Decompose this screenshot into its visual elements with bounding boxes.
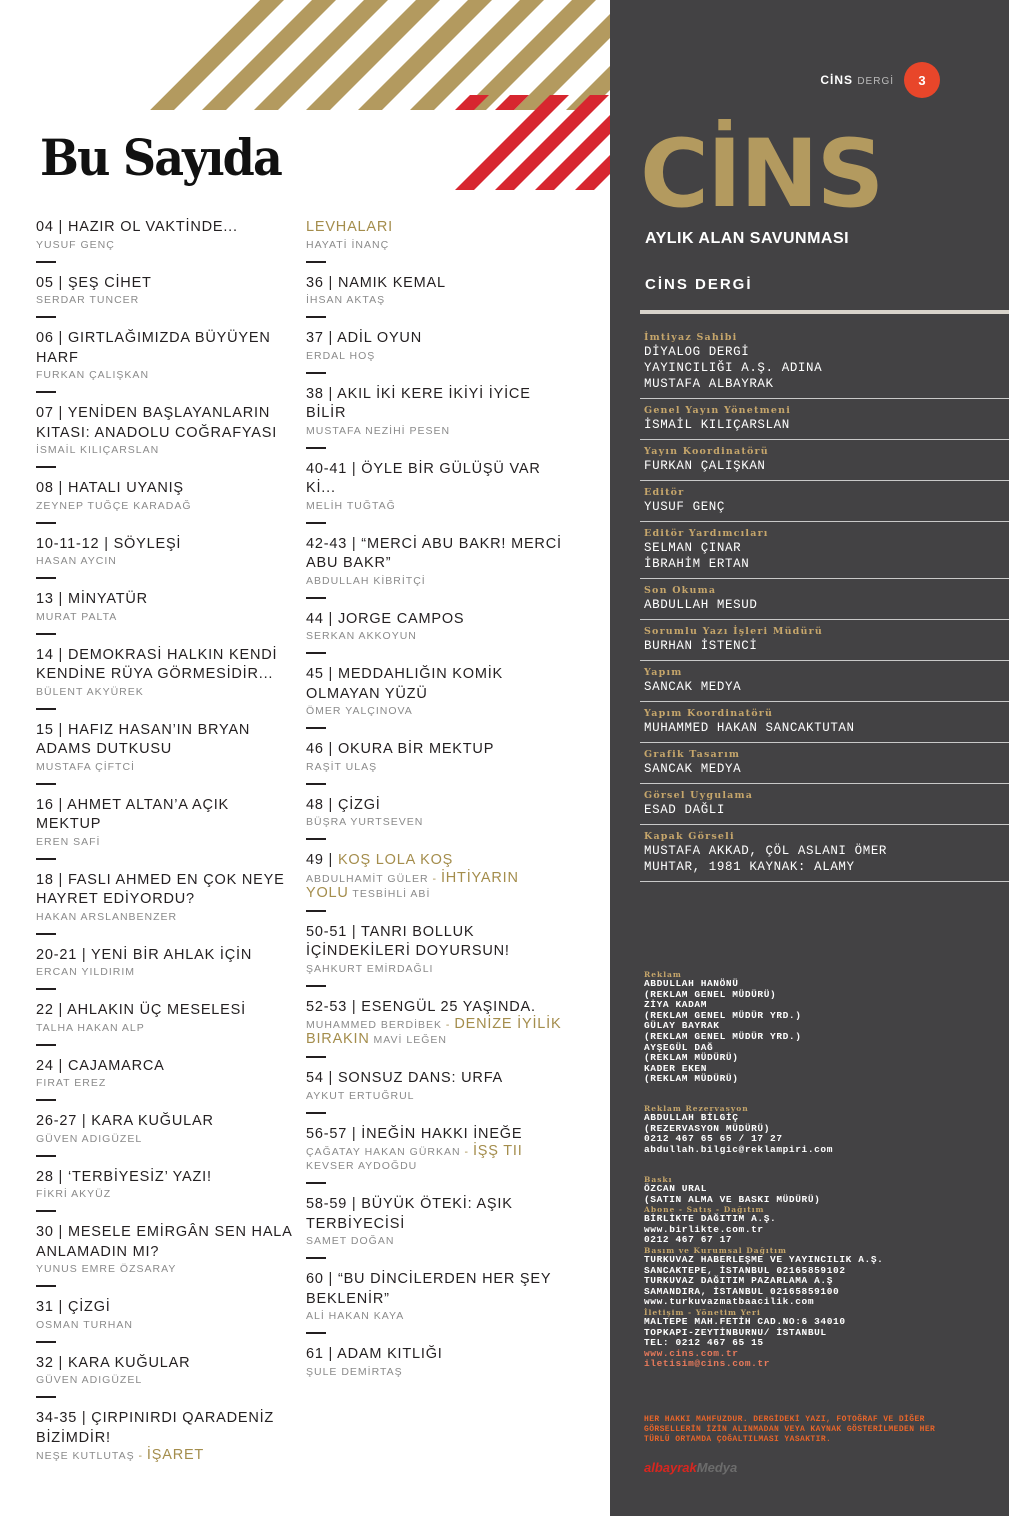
small-credit-line: (REKLAM MÜDÜRÜ) (644, 1073, 739, 1085)
small-credit-line: ABDULLAH BİLGİÇ (644, 1112, 739, 1123)
credit-role: Yapım Koordinatörü (644, 708, 774, 719)
toc-entry (36, 1057, 298, 1091)
toc-entry-author: ŞAHKURT EMİRDAĞLI (306, 962, 434, 975)
entry-divider (36, 1285, 56, 1287)
toc-entry-author: MUHAMMED BERDİBEK - DENİZE İYİLİK BIRAKIN MAVİ LEĞEN (306, 1016, 562, 1047)
credit-name: ESAD DAĞLI (644, 803, 726, 817)
toc-entry (36, 479, 298, 513)
toc-column-1 (36, 218, 298, 1466)
toc-entry-title: 42-43 | “MERCİ ABU BAKR! MERCİ ABU BAKR” (306, 535, 562, 571)
small-credit-line: 0212 467 65 65 / 17 27 (644, 1133, 783, 1145)
toc-entry-author: MELİH TUĞTAĞ (306, 499, 396, 512)
small-credit-line: TURKUVAZ HABERLEŞME VE YAYINCILIK A.Ş. (644, 1253, 884, 1265)
entry-divider (306, 910, 326, 912)
toc-entry (36, 796, 298, 849)
publisher-logo: albayrakMedya (644, 1460, 738, 1475)
small-credit-role: Reklam Rezervasyon (644, 1104, 749, 1113)
small-credit-line: (SATIN ALMA VE BASKI MÜDÜRÜ) (644, 1193, 821, 1205)
toc-entry-author: HAKAN ARSLANBENZER (36, 910, 178, 923)
toc-entry-author: BÜŞRA YURTSEVEN (306, 816, 424, 828)
credit-block (640, 579, 1009, 620)
credit-role: Yapım (644, 667, 683, 678)
toc-entry-author: EREN SAFİ (36, 835, 101, 848)
toc-entry (36, 1298, 298, 1332)
credit-name: DİYALOG DERGİ (644, 345, 750, 359)
small-credit-role: Basım ve Kurumsal Dağıtım (644, 1245, 787, 1255)
credit-block (640, 620, 1009, 661)
small-credit-line: (REKLAM GENEL MÜDÜRÜ) (644, 988, 777, 1000)
toc-entry-author: İSMAİL KILIÇARSLAN (36, 444, 160, 456)
toc-entry-author: HASAN AYCIN (36, 555, 117, 567)
toc-entry (36, 646, 298, 699)
toc-entry (36, 1354, 298, 1388)
credit-block (640, 326, 1009, 399)
credit-block (640, 399, 1009, 440)
entry-divider (306, 447, 326, 449)
entry-divider (36, 1155, 56, 1157)
credit-role: Editör (644, 487, 685, 498)
toc-entry-title: 04 | HAZIR OL VAKTİNDE... (36, 219, 238, 235)
entry-divider (306, 261, 326, 263)
entry-divider (36, 1341, 56, 1343)
toc-entry-author: YUSUF GENÇ (36, 238, 115, 251)
toc-entry-title: 44 | JORGE CAMPOS (306, 610, 465, 627)
toc-entry (36, 946, 298, 980)
toc-entry-title: 56-57 | İNEĞİN HAKKI İNEĞE (306, 1125, 523, 1142)
entry-divider (36, 988, 56, 990)
entry-divider (36, 858, 56, 860)
toc-entry (36, 329, 298, 382)
toc-entry-title: 48 | ÇİZGİ (306, 796, 381, 813)
entry-divider (306, 985, 326, 987)
small-credit-line: TEL: 0212 467 65 15 (644, 1337, 764, 1349)
credit-block (640, 702, 1009, 743)
credit-block (640, 661, 1009, 702)
credit-block (640, 440, 1009, 481)
small-credit-line: AYŞEGÜL DAĞ (644, 1041, 714, 1053)
toc-entry-author: İHSAN AKTAŞ (306, 294, 386, 306)
entry-divider (306, 1257, 326, 1259)
toc-entry (306, 998, 564, 1048)
toc-entry-author: ZEYNEP TUĞÇE KARADAĞ (36, 499, 192, 512)
toc-entry (306, 385, 564, 438)
page-number-badge: 3 (904, 62, 940, 98)
toc-entry (36, 535, 298, 569)
credit-role: Sorumlu Yazı İşleri Müdürü (644, 626, 823, 637)
entry-divider (36, 466, 56, 468)
reservation-credits (644, 1104, 984, 1155)
toc-column-2 (306, 218, 564, 1382)
toc-entry-title: 36 | NAMIK KEMAL (306, 274, 446, 291)
small-credit-line: 0212 467 67 17 (644, 1234, 733, 1246)
toc-entry-author: BÜLENT AKYÜREK (36, 685, 144, 698)
entry-divider (306, 522, 326, 524)
small-credit-line: ZİYA KADAM (644, 999, 708, 1011)
entry-divider (36, 577, 56, 579)
entry-divider (36, 1044, 56, 1046)
credit-name: MUHAMMED HAKAN SANCAKTUTAN (644, 721, 855, 735)
toc-entry (36, 1409, 298, 1463)
toc-entry (36, 871, 298, 924)
page-title: Bu Sayıda (40, 128, 281, 187)
toc-entry-title: 06 | GIRTLAĞIMIZDA BÜYÜYEN HARF (36, 330, 271, 366)
credit-role: Kapak Görseli (644, 831, 735, 842)
brand-small: CİNS DERGİ (820, 73, 894, 87)
toc-entry (306, 1195, 564, 1248)
entry-divider (36, 783, 56, 785)
credit-name: SELMAN ÇINAR (644, 541, 742, 555)
magazine-name: CİNS DERGİ (645, 276, 753, 293)
magazine-logo: CİNS (640, 120, 883, 229)
toc-entry-title: 14 | DEMOKRASİ HALKIN KENDİ KENDİNE RÜYA GÖRMESİDİR... (36, 646, 278, 682)
copyright-note: HER HAKKI MAHFUZDUR. DERGİDEKİ YAZI, FOTOĞRAF VE DİĞER GÖRSELLERİN İZİN ALINMADAN VEYA KAYNAK GÖSTERİLMEDEN HER TÜRLÜ ORTAMDA ÇOĞALTILMASI YASAKTIR. (644, 1415, 936, 1444)
contact-link[interactable]: iletisim@cins.com.tr (644, 1358, 771, 1370)
entry-divider (306, 838, 326, 840)
toc-entry-title: 13 | MİNYATÜR (36, 591, 148, 607)
toc-entry (36, 274, 298, 308)
masthead-panel (610, 0, 1009, 1516)
toc-entry-author: SERDAR TUNCER (36, 294, 140, 306)
credit-block (640, 825, 1009, 882)
toc-entry (306, 665, 564, 718)
small-credit-line: GÜLAY BAYRAK (644, 1020, 720, 1032)
small-credit-line: ABDULLAH HANÖNÜ (644, 978, 739, 989)
credit-role: Görsel Uygulama (644, 790, 754, 801)
small-credit-line: (REKLAM MÜDÜRÜ) (644, 1052, 739, 1064)
toc-entry-author: AYKUT ERTUĞRUL (306, 1089, 415, 1102)
toc-entry-author: HAYATİ İNANÇ (306, 238, 390, 251)
entry-divider (36, 1099, 56, 1101)
small-credit-line: BİRLİKTE DAĞITIM A.Ş. (644, 1213, 777, 1225)
small-credit-line: ÖZCAN URAL (644, 1183, 708, 1194)
toc-entry (36, 1112, 298, 1146)
toc-entry-author: GÜVEN ADIGÜZEL (36, 1374, 143, 1386)
credit-role: İmtiyaz Sahibi (644, 332, 738, 343)
toc-entry-title: 05 | ŞEŞ CİHET (36, 274, 152, 291)
toc-entry (36, 721, 298, 774)
credit-name: YAYINCILIĞI A.Ş. ADINA (644, 361, 823, 375)
small-credit-line: MALTEPE MAH.FETİH CAD.NO:6 34010 (644, 1315, 846, 1327)
page-header (820, 62, 940, 98)
toc-entry-author: MUSTAFA NEZİHİ PESEN (306, 424, 451, 437)
toc-entry-author: MURAT PALTA (36, 610, 118, 623)
toc-entry (36, 218, 298, 252)
toc-entry-author: ÖMER YALÇINOVA (306, 705, 413, 717)
print-distribution-credits (644, 1175, 984, 1370)
credit-role: Yayın Koordinatörü (644, 446, 769, 457)
toc-entry (306, 218, 564, 252)
toc-entry-title: 34-35 | ÇIRPINIRDI QARADENİZ BİZİMDİR! (36, 1410, 275, 1446)
toc-entry-title: 08 | HATALI UYANIŞ (36, 480, 184, 496)
credit-role: Editör Yardımcıları (644, 528, 769, 539)
contact-link[interactable]: www.cins.com.tr (644, 1347, 739, 1359)
small-credit-line: TOPKAPI-ZEYTİNBURNU/ İSTANBUL (644, 1326, 827, 1338)
entry-divider (306, 372, 326, 374)
toc-entry-title: 49 | KOŞ LOLA KOŞ (306, 852, 454, 868)
toc-entry (36, 404, 298, 457)
toc-entry-author: YUNUS EMRE ÖZSARAY (36, 1263, 177, 1275)
toc-entry-author: MUSTAFA ÇİFTCİ (36, 760, 135, 773)
entry-divider (36, 708, 56, 710)
entry-divider (306, 316, 326, 318)
toc-entry (306, 1345, 564, 1379)
toc-entry-author: FURKAN ÇALIŞKAN (36, 369, 150, 381)
small-credit-line: (REZERVASYON MÜDÜRÜ) (644, 1122, 771, 1134)
credit-name: SANCAK MEDYA (644, 762, 742, 776)
toc-entry-title: 16 | AHMET ALTAN’A AÇIK MEKTUP (36, 796, 230, 832)
credit-name: MUSTAFA AKKAD, ÇÖL ASLANI ÖMER (644, 844, 888, 858)
entry-divider (306, 727, 326, 729)
small-credit-line: abdullah.bilgic@reklampiri.com (644, 1143, 834, 1155)
toc-entry (306, 796, 564, 830)
small-credit-line: SANCAKTEPE, İSTANBUL 02165859102 (644, 1264, 846, 1276)
small-credit-line: (REKLAM GENEL MÜDÜR YRD.) (644, 1030, 802, 1042)
tagline: AYLIK ALAN SAVUNMASI (645, 230, 850, 247)
toc-entry-author: ALİ HAKAN KAYA (306, 1310, 405, 1322)
toc-entry-title: 40-41 | ÖYLE BİR GÜLÜŞÜ VAR Kİ... (306, 460, 541, 496)
toc-entry (36, 590, 298, 624)
toc-entry (306, 851, 564, 901)
credit-role: Son Okuma (644, 585, 717, 596)
toc-entry-title: 32 | KARA KUĞULAR (36, 1354, 191, 1371)
toc-entry-title: 54 | SONSUZ DANS: URFA (306, 1070, 504, 1086)
small-credit-role: Reklam (644, 970, 682, 979)
toc-entry (306, 1125, 564, 1174)
toc-entry-author: TALHA HAKAN ALP (36, 1021, 145, 1034)
toc-entry-author: ERDAL HOŞ (306, 349, 376, 362)
toc-entry (306, 274, 564, 308)
divider (640, 310, 1009, 314)
toc-entry-author: FİKRİ AKYÜZ (36, 1188, 112, 1200)
entry-divider (306, 597, 326, 599)
small-credit-line: SAMANDIRA, İSTANBUL 02165859100 (644, 1285, 840, 1297)
toc-entry (306, 535, 564, 588)
toc-entry (306, 1069, 564, 1103)
toc-entry-author: FIRAT EREZ (36, 1077, 107, 1089)
toc-entry-author: RAŞİT ULAŞ (306, 760, 378, 773)
toc-entry-title: 31 | ÇİZGİ (36, 1299, 111, 1315)
entry-divider (36, 391, 56, 393)
toc-entry-author: OSMAN TURHAN (36, 1318, 133, 1331)
credit-block (640, 481, 1009, 522)
toc-entry-title: 37 | ADİL OYUN (306, 330, 422, 346)
toc-entry (306, 923, 564, 976)
toc-entry-title: 58-59 | BÜYÜK ÖTEKİ: AŞIK TERBİYECİSİ (306, 1196, 513, 1232)
credit-role: Genel Yayın Yönetmeni (644, 405, 792, 416)
small-credit-role: Abone - Satış - Dağıtım (644, 1205, 765, 1215)
toc-entry-title: 26-27 | KARA KUĞULAR (36, 1113, 214, 1129)
entry-divider (306, 783, 326, 785)
toc-entry-author: SAMET DOĞAN (306, 1235, 395, 1247)
credits-list (640, 326, 1009, 882)
entry-divider (36, 633, 56, 635)
toc-entry-title: 07 | YENİDEN BAŞLAYANLARIN KITASI: ANADOLU COĞRAFYASI (36, 405, 278, 441)
entry-divider (306, 1332, 326, 1334)
toc-entry-author: ERCAN YILDIRIM (36, 966, 135, 978)
credit-name: YUSUF GENÇ (644, 500, 726, 514)
toc-entry-author: ABDULLAH KİBRİTÇİ (306, 574, 426, 587)
credit-name: SANCAK MEDYA (644, 680, 742, 694)
toc-entry-author: ABDULHAMİT GÜLER - İHTİYARIN YOLU TESBİHLİ ABİ (306, 869, 519, 901)
toc-entry-title: 61 | ADAM KITLIĞI (306, 1346, 443, 1362)
toc-entry-title: 24 | CAJAMARCA (36, 1057, 165, 1074)
toc-entry-title: 50-51 | TANRI BOLLUK İÇİNDEKİLERİ DOYURSUN! (306, 923, 510, 959)
toc-entry (306, 1270, 564, 1323)
toc-entry-author: NEŞE KUTLUTAŞ - İŞARET (36, 1447, 205, 1463)
advertising-credits (644, 970, 984, 1085)
small-credit-line: TURKUVAZ DAĞITIM PAZARLAMA A.Ş (644, 1275, 834, 1287)
toc-entry-title: 46 | OKURA BİR MEKTUP (306, 741, 495, 757)
toc-entry-title: 45 | MEDDAHLIĞIN KOMİK OLMAYAN YÜZÜ (306, 666, 504, 702)
toc-entry-author: GÜVEN ADIGÜZEL (36, 1132, 143, 1145)
toc-entry-author: ÇAĞATAY HAKAN GÜRKAN - İŞŞ TII KEVSER AYDOĞDU (306, 1143, 523, 1172)
toc-entry-author: ŞULE DEMİRTAŞ (306, 1365, 403, 1378)
credit-block (640, 743, 1009, 784)
entry-divider (36, 316, 56, 318)
entry-divider (306, 1182, 326, 1184)
credit-name: FURKAN ÇALIŞKAN (644, 459, 766, 473)
toc-entry-author: SERKAN AKKOYUN (306, 630, 417, 642)
entry-divider (36, 1396, 56, 1398)
credit-role: Grafik Tasarım (644, 749, 741, 760)
credit-block (640, 522, 1009, 579)
entry-divider (306, 1056, 326, 1058)
small-credit-role: Baskı (644, 1175, 673, 1184)
entry-divider (36, 261, 56, 263)
toc-entry-title: 20-21 | YENİ BİR AHLAK İÇİN (36, 946, 253, 963)
toc-entry-title: LEVHALARI (306, 219, 393, 235)
credit-name: ABDULLAH MESUD (644, 598, 758, 612)
toc-entry-title: 30 | MESELE EMİRGÂN SEN HALA ANLAMADIN MI? (36, 1224, 292, 1260)
credit-name: MUHTAR, 1981 KAYNAK: ALAMY (644, 860, 855, 874)
credit-name: İBRAHİM ERTAN (644, 557, 750, 571)
toc-entry (306, 460, 564, 513)
toc-entry (36, 1001, 298, 1035)
toc-entry-title: 15 | HAFIZ HASAN’IN BRYAN ADAMS DUTKUSU (36, 721, 251, 757)
toc-entry (306, 740, 564, 774)
toc-entry (306, 610, 564, 644)
small-credit-role: İletişim - Yönetim Yeri (644, 1307, 761, 1317)
toc-entry-title: 18 | FASLI AHMED EN ÇOK NEYE HAYRET EDİYORDU? (36, 871, 285, 907)
credit-name: İSMAİL KILIÇARSLAN (644, 418, 790, 432)
credit-block (640, 784, 1009, 825)
toc-entry (306, 329, 564, 363)
entry-divider (306, 1112, 326, 1114)
small-credit-line: www.turkuvazmatbaacilik.com (644, 1296, 815, 1308)
small-credit-line: (REKLAM GENEL MÜDÜR YRD.) (644, 1009, 802, 1021)
toc-entry-title: 10-11-12 | SÖYLEŞİ (36, 535, 182, 552)
entry-divider (36, 522, 56, 524)
toc-entry-title: 28 | ‘TERBİYESİZ’ YAZI! (36, 1168, 212, 1185)
toc-entry-title: 52-53 | ESENGÜL 25 YAŞINDA. (306, 998, 536, 1015)
credit-name: BURHAN İSTENCİ (644, 639, 758, 653)
toc-entry (36, 1223, 298, 1276)
toc-entry-title: 38 | AKIL İKİ KERE İKİYİ İYİCE BİLİR (306, 385, 531, 421)
toc-entry-title: 22 | AHLAKIN ÜÇ MESELESİ (36, 1002, 246, 1018)
entry-divider (36, 1210, 56, 1212)
toc-entry (36, 1168, 298, 1202)
small-credit-line: www.birlikte.com.tr (644, 1223, 764, 1235)
small-credit-line: KADER EKEN (644, 1062, 708, 1074)
entry-divider (36, 933, 56, 935)
credit-name: MUSTAFA ALBAYRAK (644, 377, 774, 391)
toc-entry-title: 60 | “BU DİNCİLERDEN HER ŞEY BEKLENİR” (306, 1271, 552, 1307)
entry-divider (306, 652, 326, 654)
